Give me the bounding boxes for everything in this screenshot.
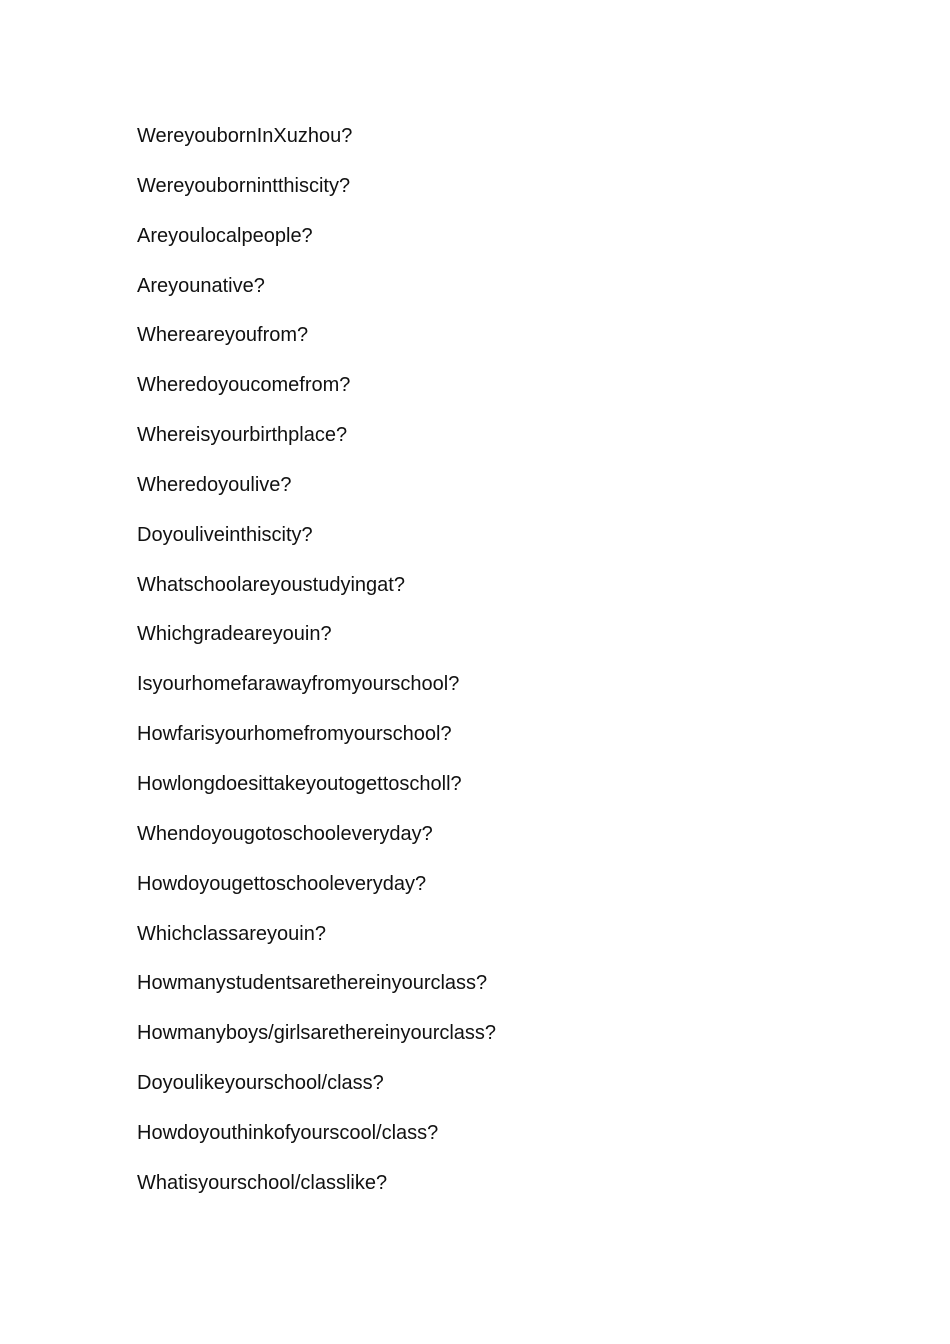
question-item: Areyoulocalpeople?	[137, 224, 313, 247]
question-item: Howdoyougettoschooleveryday?	[137, 872, 427, 895]
question-item: Whatschoolareyoustudyingat?	[137, 573, 405, 596]
question-item: Whendoyougotoschooleveryday?	[137, 822, 433, 845]
question-item: Wheredoyoulive?	[137, 473, 292, 496]
question-item: Howlongdoesittakeyoutogettoscholl?	[137, 772, 462, 795]
question-item: Howfarisyourhomefromyourschool?	[137, 723, 452, 746]
question-item: WereyoubornInXuzhou?	[137, 125, 353, 147]
question-item: Whereisyourbirthplace?	[137, 424, 348, 447]
question-list	[137, 123, 496, 1220]
question-item: Whichclassareyouin?	[137, 922, 326, 945]
question-item: Wereyoubornintthiscity?	[137, 174, 351, 197]
question-item: Howdoyouthinkofyourscool/class?	[137, 1121, 439, 1144]
question-item: Whichgradeareyouin?	[137, 623, 332, 646]
question-item: Whatisyourschool/classlike?	[137, 1171, 388, 1194]
question-item: Doyouliveinthiscity?	[137, 523, 313, 546]
question-item: Howmanyboys/girlsarethereinyourclass?	[137, 1022, 497, 1045]
question-item: Doyoulikeyourschool/class?	[137, 1072, 384, 1095]
question-item: Wheredoyoucomefrom?	[137, 374, 351, 397]
question-item: Isyourhomefarawayfromyourschool?	[137, 673, 460, 696]
question-item: Howmanystudentsarethereinyourclass?	[137, 972, 488, 995]
question-item: Whereareyoufrom?	[137, 324, 309, 347]
question-item: Areyounative?	[137, 274, 265, 297]
